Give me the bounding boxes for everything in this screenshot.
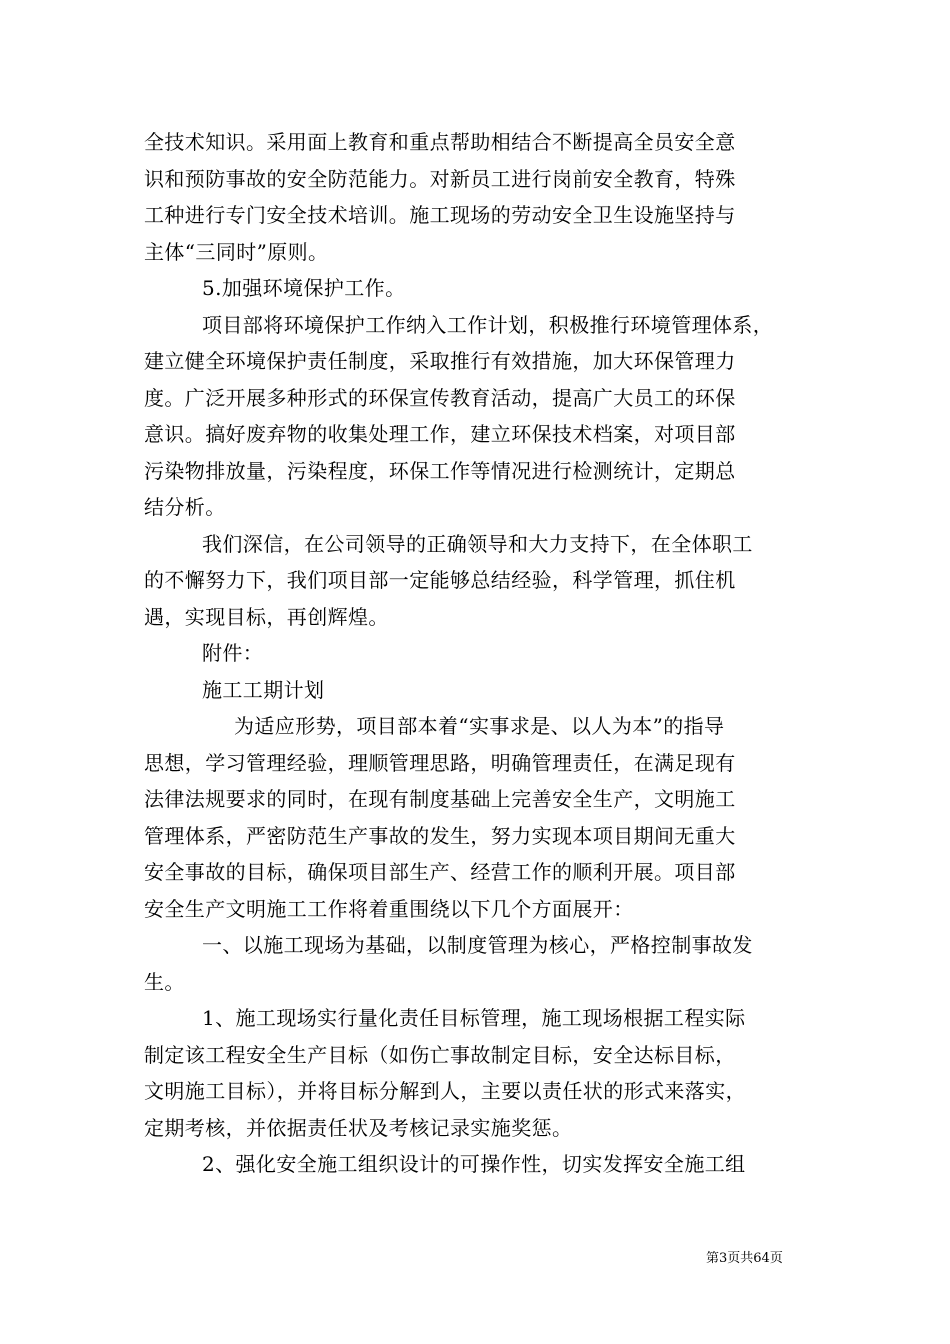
list-item: 1、施工现场实行量化责任目标管理，施工现场根据工程实际	[202, 1006, 746, 1030]
text-line: 的不懈努力下，我们项目部一定能够总结经验，科学管理，抓住机	[144, 568, 736, 592]
text-line: 生。	[144, 969, 185, 994]
attachment-title: 施工工期计划	[202, 677, 325, 702]
text-line: 工种进行专门安全技术培训。施工现场的劳动安全卫生设施坚持与	[144, 203, 736, 227]
text-line: 法律法规要求的同时，在现有制度基础上完善安全生产，文明施工	[144, 787, 736, 811]
text-line: 建立健全环境保护责任制度，采取推行有效措施，加大环保管理力	[144, 349, 736, 373]
attachment-label: 附件：	[202, 641, 264, 665]
text-line: 结分析。	[144, 495, 226, 519]
text-line: 思想，学习管理经验，理顺管理思路，明确管理责任，在满足现有	[144, 750, 736, 775]
text-line: 管理体系，严密防范生产事故的发生，努力实现本项目期间无重大	[144, 823, 736, 848]
list-item: 2、强化安全施工组织设计的可操作性，切实发挥安全施工组	[202, 1152, 746, 1176]
section-heading: 5.加强环境保护工作。	[202, 276, 406, 300]
text-line: 安全生产文明施工工作将着重围绕以下几个方面展开：	[144, 896, 634, 921]
text-line: 度。广泛开展多种形式的环保宣传教育活动，提高广大员工的环保	[144, 385, 736, 410]
text-line: 污染物排放量，污染程度，环保工作等情况进行检测统计，定期总	[144, 458, 736, 483]
page-number: 第3页共64页	[706, 1251, 783, 1266]
text-line: 文明施工目标），并将目标分解到人，主要以责任状的形式来落实，	[144, 1079, 746, 1103]
text-line: 主体“三同时”原则。	[144, 239, 329, 264]
text-line: 为适应形势，项目部本着“实事求是、以人为本”的指导	[234, 714, 725, 738]
text-line: 项目部将环境保护工作纳入工作计划，积极推行环境管理体系，	[202, 312, 774, 337]
text-line: 识和预防事故的安全防范能力。对新员工进行岗前安全教育，特殊	[144, 166, 736, 191]
text-line: 遇，实现目标，再创辉煌。	[144, 604, 389, 629]
text-line: 全技术知识。采用面上教育和重点帮助相结合不断提高全员安全意	[144, 130, 736, 154]
text-line: 我们深信，在公司领导的正确领导和大力支持下，在全体职工	[202, 531, 753, 556]
text-line: 安全事故的目标，确保项目部生产、经营工作的顺利开展。项目部	[144, 860, 736, 884]
text-line: 意识。搞好废弃物的收集处理工作，建立环保技术档案，对项目部	[144, 422, 736, 446]
section-heading: 一、以施工现场为基础，以制度管理为核心，严格控制事故发	[202, 933, 753, 957]
text-line: 制定该工程安全生产目标（如伤亡事故制定目标，安全达标目标，	[144, 1042, 736, 1067]
text-line: 定期考核，并依据责任状及考核记录实施奖惩。	[144, 1115, 573, 1140]
body-text	[144, 124, 824, 1183]
